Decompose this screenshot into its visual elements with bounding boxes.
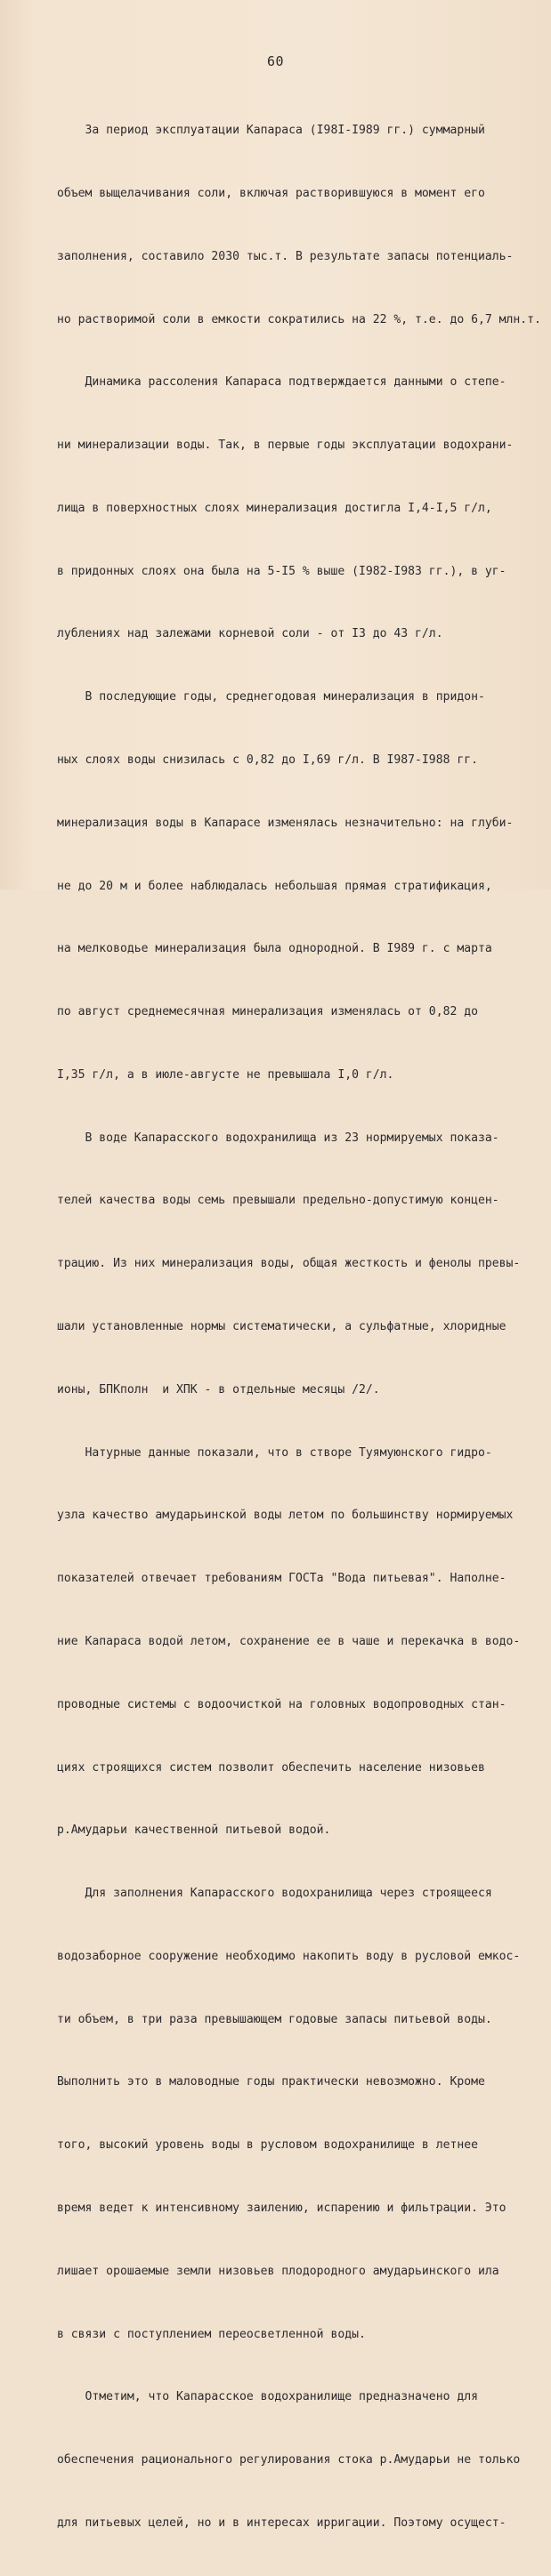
text-line: ти объем, в три раза превышающем годовые запасы питьевой воды. <box>57 2012 492 2026</box>
text-line: Для заполнения Капарасского водохранилища через строящееся <box>57 1887 492 1901</box>
text-line: лублениях над залежами корневой соли - от I3 до 43 г/л. <box>57 627 443 641</box>
text-line: В последующие годы, среднегодовая минерализация в придон- <box>57 690 485 704</box>
page-number: 60 <box>266 53 285 69</box>
text-line: телей качества воды семь превышали предельно-допустимую концен- <box>57 1194 499 1208</box>
text-line: За период эксплуатации Капараса (I98I-I989 гг.) суммарный <box>57 124 485 138</box>
text-line: шали установленные нормы систематически, а сульфатные, хлоридные <box>57 1320 506 1334</box>
text-line: на мелководье минерализация была однородной. В I989 г. с марта <box>57 942 492 956</box>
text-line: В воде Капарасского водохранилища из 23 нормируемых показа- <box>57 1131 499 1145</box>
text-line: I,35 г/л, а в июле-августе не превышала I,0 г/л. <box>57 1067 394 1082</box>
text-line: время ведет к интенсивному заилению, испарению и фильтрации. Это <box>57 2201 506 2215</box>
text-line: обеспечения рационального регулирования стока р.Амударьи не только <box>57 2453 521 2467</box>
text-line: Отметим, что Капарасское водохранилище предназначено для <box>57 2390 478 2404</box>
body-text <box>57 78 547 2576</box>
text-line: того, высокий уровень воды в русловом водохранилище в летнее <box>57 2138 478 2153</box>
text-line: проводные системы с водоочисткой на головных водопроводных стан- <box>57 1697 506 1711</box>
text-line: заполнения, составило 2030 тыс.т. В результате запасы потенциаль- <box>57 249 514 263</box>
text-line: ионы, БПКполн и ХПК - в отдельные месяцы /2/. <box>57 1382 380 1397</box>
text-line: Выполнить это в маловодные годы практически невозможно. Кроме <box>57 2075 485 2089</box>
text-line: для питьевых целей, но и в интересах ирригации. Поэтому осущест- <box>57 2516 506 2530</box>
text-line: но растворимой соли в емкости сократились на 22 %, т.е. до 6,7 млн.т. <box>57 312 541 326</box>
text-line: Натурные данные показали, что в створе Туямуюнского гидро- <box>57 1445 492 1460</box>
text-line: в придонных слоях она была на 5-I5 % выше (I982-I983 гг.), в уг- <box>57 564 506 578</box>
text-line: не до 20 м и более наблюдалась небольшая прямая стратификация, <box>57 879 492 893</box>
text-line: лища в поверхностных слоях минерализация достигла I,4-I,5 г/л, <box>57 501 492 515</box>
text-line: трацию. Из них минерализация воды, общая жесткость и фенолы превы- <box>57 1257 521 1271</box>
text-line: ни минерализации воды. Так, в первые годы эксплуатации водохрани- <box>57 439 514 453</box>
text-line: в связи с поступлением переосветленной воды. <box>57 2327 366 2341</box>
text-line: циях строящихся систем позволит обеспечить население низовьев <box>57 1760 485 1775</box>
text-line: ние Капараса водой летом, сохранение ее в чаше и перекачка в водо- <box>57 1634 521 1648</box>
text-line: минерализация воды в Капарасе изменялась незначительно: на глуби- <box>57 816 514 830</box>
text-line: р.Амударьи качественной питьевой водой. <box>57 1823 331 1838</box>
text-line: Динамика рассоления Капараса подтверждается данными о степе- <box>57 375 506 390</box>
text-line: узла качество амударьинской воды летом по большинству нормируемых <box>57 1509 514 1523</box>
text-line: ных слоях воды снизилась с 0,82 до I,69 г/л. В I987-I988 гг. <box>57 753 478 767</box>
text-line: объем выщелачивания соли, включая растворившуюся в момент его <box>57 186 485 200</box>
text-line: водозаборное сооружение необходимо накопить воду в русловой емкос- <box>57 1949 521 1963</box>
text-line: лишает орошаемые земли низовьев плодородного амударьинского ила <box>57 2264 499 2278</box>
text-line: по август среднемесячная минерализация изменялась от 0,82 до <box>57 1005 478 1019</box>
text-line: показателей отвечает требованиям ГОСТа "Вода питьевая". Наполне- <box>57 1572 506 1586</box>
